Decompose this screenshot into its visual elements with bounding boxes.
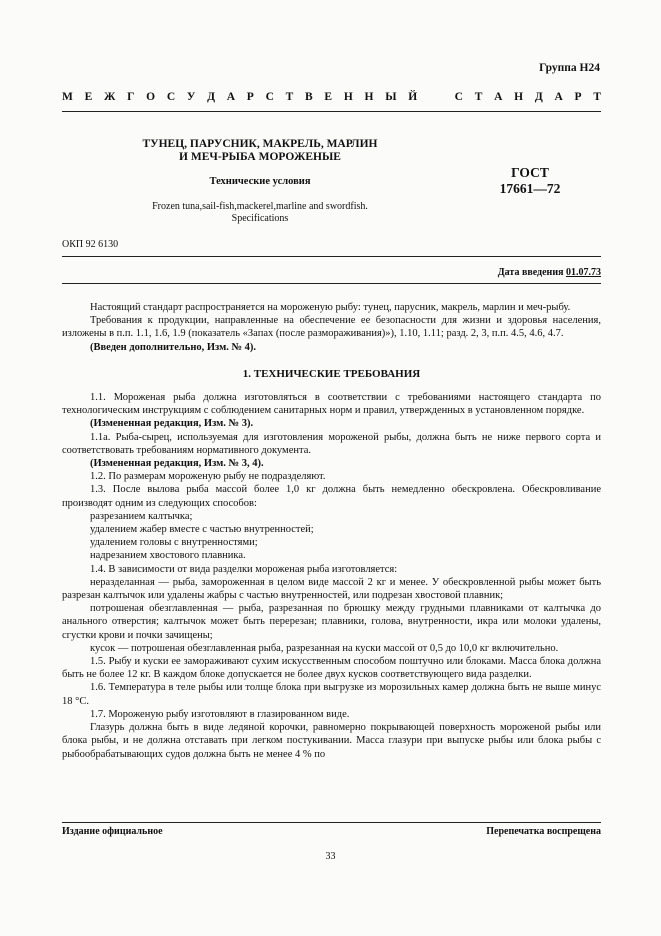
page-number: 33 [325,851,336,862]
amendment-note: (Измененная редакция, Изм. № 3, 4). [90,458,264,470]
paragraph: удалением жабер вместе с частью внутренностей; [90,524,314,536]
header-letter: Р [246,91,254,103]
paragraph: Глазурь должна быть в виде ледяной корочки, равномерно покрывающей поверхность мороженой рыбы или блока рыбы, и не должна отставать при легком постукивании. Масса глазури при выпуске рыбы или блока рыбы с рыбообрабатывающих судов должна быть не менее 4 % по [62,722,601,760]
gost-number [490,165,570,197]
paragraph: Требования к продукции, направленные на обеспечение ее безопасности для жизни и здоровья населения, изложены в п.п. 1.1, 1.6, 1.9 (показатель «Запах (после размораживания)»), 1.10, 1.11; разд. 2, 3, п.п. 4.5, 4.6, 4.7. [62,315,601,340]
footer-rule [62,822,601,823]
header-letter: С [454,91,463,103]
header-letter: Е [324,91,333,103]
english-title-line-1: Frozen tuna,sail-fish,mackerel,marline and swordfish. [152,201,368,212]
english-title [120,201,400,225]
header-letter: А [494,91,503,103]
header-letter: В [305,91,313,103]
paragraph: 1.3. После вылова рыба массой более 1,0 кг должна быть немедленно обескровлена. Обескровливание производят одним из следующих способов: [62,484,601,509]
paragraph: надрезанием хвостового плавника. [90,550,246,562]
header-letter: О [146,91,156,103]
paragraph: 1.6. Температура в теле рыбы или толще блока при выгрузке из морозильных камер должна быть не выше минус 18 °С. [62,682,601,707]
header-letter: Ы [385,91,397,103]
header-letter: Д [534,91,543,103]
header-letter: С [265,91,274,103]
paragraph: потрошеная обезглавленная — рыба, разрезанная по брюшку между грудными плавниками от калтычка до анального отверстия; калтычок может быть перерезан; плавники, голова, внутренности, икра или молоки удалены, сгустки крови и почки зачищены; [62,603,601,641]
header-letter: М [62,91,73,103]
title-line-1: ТУНЕЦ, ПАРУСНИК, МАКРЕЛЬ, МАРЛИН [142,138,378,150]
group-label: Группа Н24 [539,62,600,74]
english-title-line-2: Specifications [231,213,289,224]
header-letter: С [166,91,176,103]
header-letter: Т [285,91,294,103]
header-letter: Ж [104,91,116,103]
okp-code: ОКП 92 6130 [62,239,119,250]
header-rule [62,111,601,112]
paragraph: удалением головы с внутренностями; [90,537,258,549]
paragraph: разрезанием калтычка; [90,510,193,522]
amendment-note: (Измененная редакция, Изм. № 3). [90,418,254,430]
amendment-note: (Введен дополнительно, Изм. № 4). [90,341,257,353]
header-letter: А [554,91,563,103]
date-label: Дата введения [497,267,566,278]
paragraph: Настоящий стандарт распространяется на мороженую рыбу: тунец, парусник, макрель, марлин и меч-рыбу. [90,302,571,313]
header-letter: Н [514,91,524,103]
footer-official: Издание официальное [62,826,163,837]
okp-rule [62,256,601,257]
paragraph: неразделанная — рыба, замороженная в целом виде массой 2 кг и менее. У обескровленной рыбы может быть разрезан калтычок или удалены жабры с частью внутренностей, или подрезан хвостовой плавник; [62,576,601,602]
header-letter: У [186,91,196,103]
header-letter: Г [127,91,135,103]
title-line-2: И МЕЧ-РЫБА МОРОЖЕНЫЕ [179,151,341,163]
header-letter: Й [408,91,418,103]
section-heading: 1. ТЕХНИЧЕСКИЕ ТРЕБОВАНИЯ [242,367,421,380]
date-value: 01.07.73 [566,267,601,278]
paragraph: 1.1. Мороженая рыба должна изготовляться в соответствии с требованиями настоящего стандарта по технологическим инструкциям с соблюдением санитарных норм и правил, утвержденных в установленном порядке. [62,392,601,417]
document-subtitle: Технические условия [209,176,311,187]
paragraph: 1.1а. Рыба-сырец, используемая для изготовления мороженой рыбы, должна быть не ниже первого сорта и соответствовать требованиям нормативного документа. [62,431,601,456]
footer-reprint: Перепечатка воспрещена [486,826,601,837]
paragraph: 1.4. В зависимости от вида разделки мороженая рыба изготовляется: [90,563,398,575]
header-letter: Е [84,91,93,103]
header-letter: Н [343,91,353,103]
gost-label: ГОСТ [511,165,549,180]
header-letter: Д [207,91,216,103]
paragraph: кусок — потрошеная обезглавленная рыба, разрезанная на куски массой от 0,5 до 10,0 кг включительно. [90,642,559,654]
paragraph: 1.2. По размерам мороженую рыбу не подразделяют. [90,471,326,483]
document-title [120,138,400,164]
effective-date [498,267,601,278]
header-letter: Т [593,91,601,103]
standard-header [62,91,601,103]
paragraph: 1.5. Рыбу и куски ее замораживают сухим искусственным способом поштучно или блоками. Масса блока должна быть не более 12 кг. В каждом блоке допускается не более двух кусков соответствующего вида разделки. [62,656,601,681]
section-block [62,391,601,761]
paragraph: 1.7. Мороженую рыбу изготовляют в глазированном виде. [90,708,350,720]
document-body [62,301,601,761]
header-letter [429,91,443,103]
header-letter: А [226,91,236,103]
header-letter: Т [474,91,483,103]
header-letter: Р [574,91,582,103]
gost-code: 17661—72 [499,181,561,196]
header-letter: Н [364,91,374,103]
intro-block [62,301,601,354]
date-rule [62,283,601,284]
